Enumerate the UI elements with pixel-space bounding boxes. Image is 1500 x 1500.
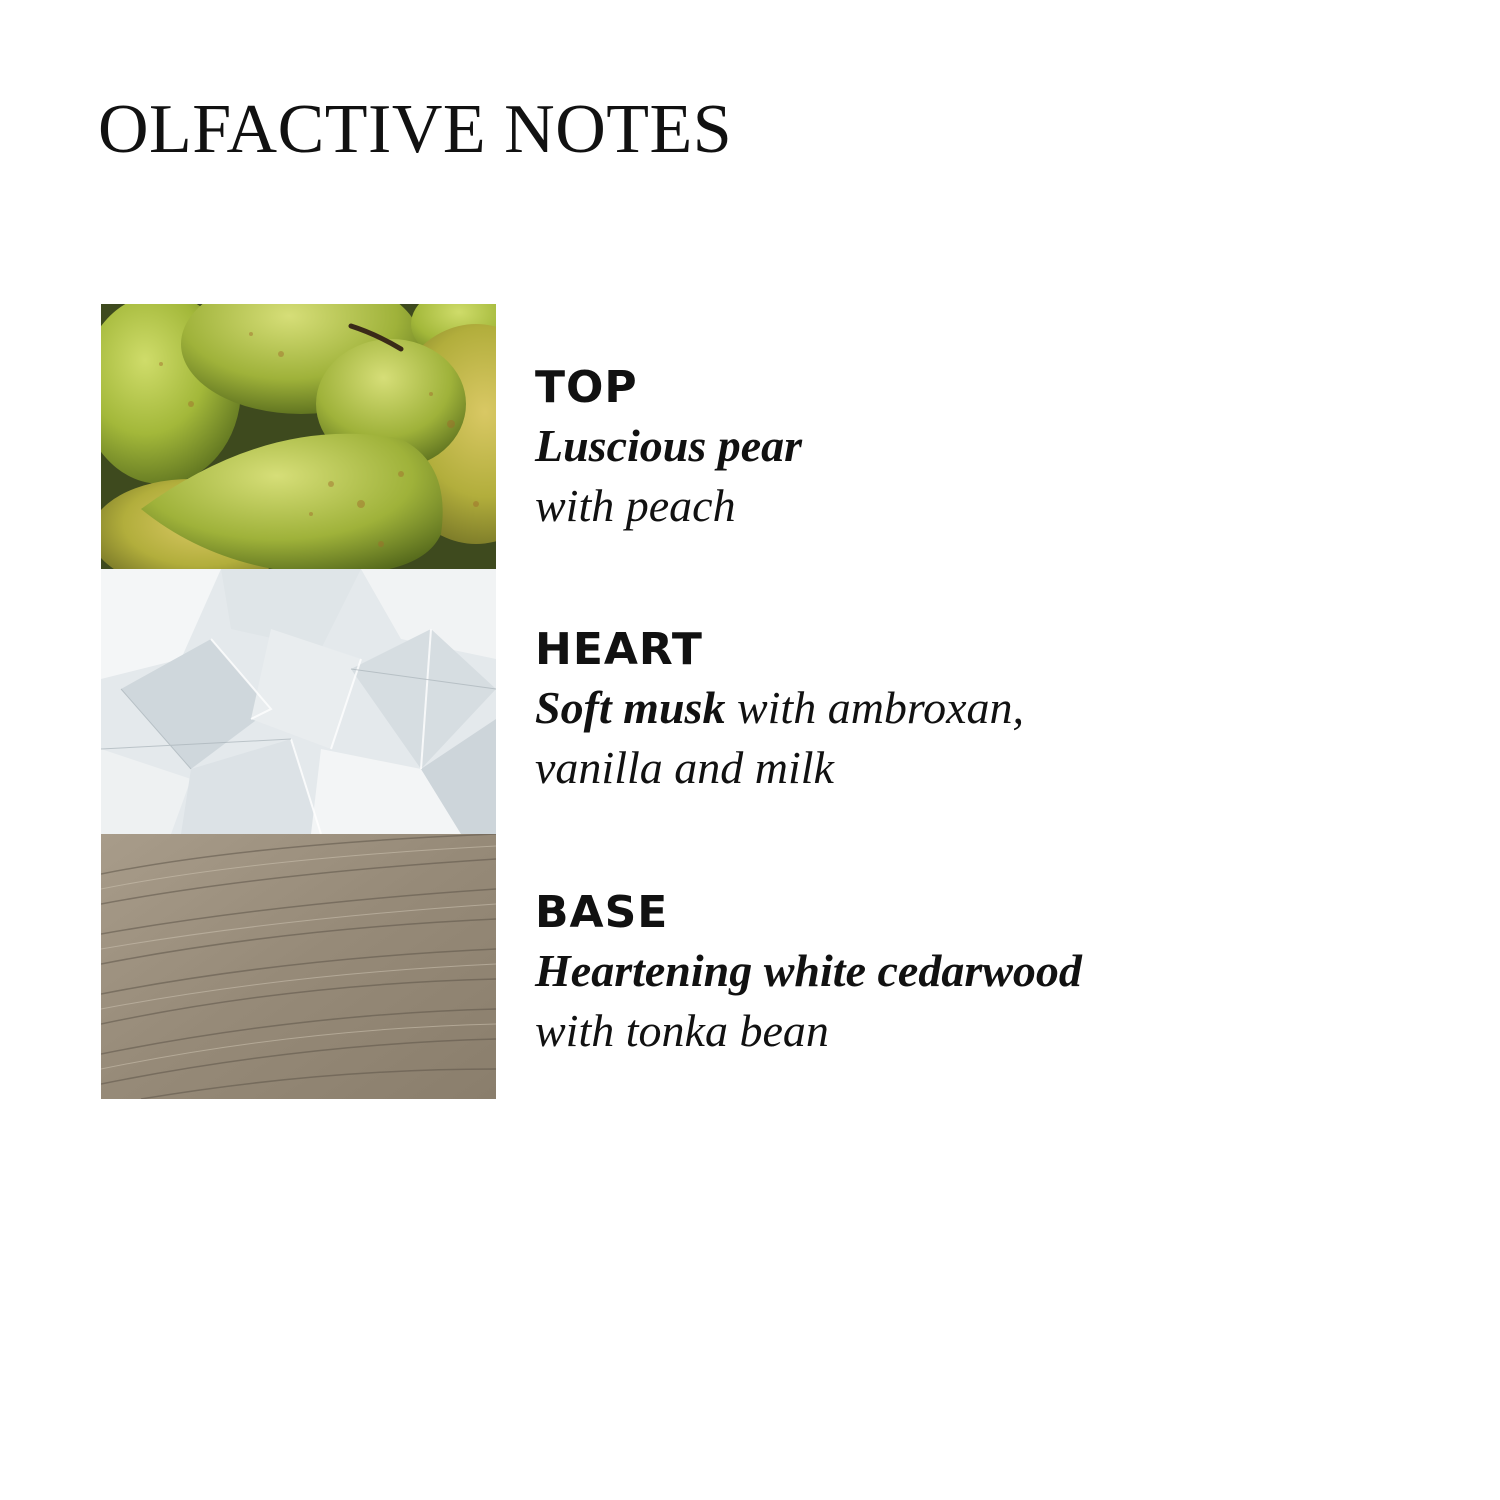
- note-highlight: Soft musk: [535, 682, 726, 733]
- note-description-line1: [535, 941, 1465, 1001]
- note-heart: [535, 622, 1465, 798]
- note-label-heart: HEART: [535, 624, 703, 675]
- note-line1-rest: with ambroxan,: [725, 682, 1025, 733]
- note-description-line1: [535, 416, 1465, 476]
- note-base: [535, 885, 1465, 1061]
- note-top: [535, 360, 1465, 536]
- pear-image: [101, 304, 496, 569]
- page-title: OLFACTIVE NOTES: [98, 91, 733, 168]
- note-highlight: Heartening white cedarwood: [535, 945, 1082, 996]
- note-description-line2: with tonka bean: [535, 1005, 829, 1056]
- note-description-line2: vanilla and milk: [535, 742, 834, 793]
- crystal-image: [101, 569, 496, 834]
- note-description-line1: [535, 678, 1465, 738]
- wood-image: [101, 834, 496, 1099]
- note-label-base: BASE: [535, 887, 669, 938]
- note-description-line2: with peach: [535, 480, 736, 531]
- note-label-top: TOP: [535, 362, 638, 413]
- note-highlight: Luscious pear: [535, 420, 803, 471]
